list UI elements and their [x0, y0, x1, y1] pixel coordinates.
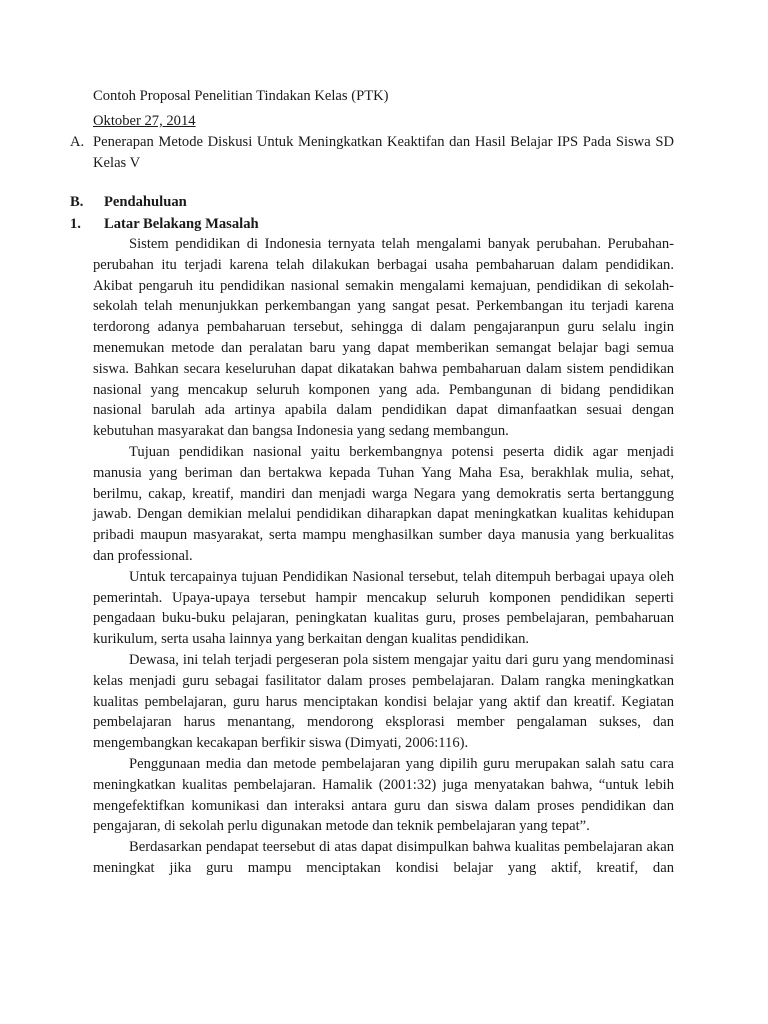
- paragraph: Dewasa, ini telah terjadi pergeseran pola sistem mengajar yaitu dari guru yang mendominasi kelas menjadi guru sebagai fasilitator dalam proses pembelajaran. Dalam rangka meningkatkan kualitas pembelajaran, guru harus menciptakan kondisi belajar yang aktif dan kreatif. Kegiatan pembelajaran harus menantang, mendorong eksplorasi member pengalaman sukses, dan mengembangkan kecakapan berfikir siswa (Dimyati, 2006:116).: [93, 651, 674, 752]
- paragraph: Berdasarkan pendapat teersebut di atas dapat disimpulkan bahwa kualitas pembelajaran akan meningkat jika guru mampu menciptakan kondisi belajar yang aktif, kreatif, dan: [93, 839, 674, 876]
- subsection-1-number: 1.: [70, 216, 81, 232]
- section-b-heading: Pendahuluan: [104, 194, 187, 210]
- paragraph: Untuk tercapainya tujuan Pendidikan Nasional tersebut, telah ditempuh berbagai upaya oleh pemerintah. Upaya-upaya tersebut hampir mencakup seluruh komponen pendidikan seperti pengadaan buku-buku pelajaran, peningkatan kualitas guru, proses pembelajaran, pembaharuan kurikulum, serta usaha lainnya yang berkaitan dengan kualitas pendidikan.: [93, 568, 674, 648]
- paragraph: Tujuan pendidikan nasional yaitu berkembangnya potensi peserta didik agar menjadi manusia yang beriman dan bertakwa kepada Tuhan Yang Maha Esa, berakhlak mulia, sehat, berilmu, cakap, kreatif, mandiri dan menjadi warga Negara yang demokratis serta bertanggung jawab. Dengan demikian melalui pendidikan diharapkan dapat meningkatkan kualitas kehidupan pribadi maupun masyarakat, serta mampu menghasilkan sumber daya manusia yang berkualitas dan professional.: [93, 443, 674, 564]
- section-b-number: B.: [70, 194, 84, 210]
- section-a-number: A.: [70, 134, 85, 150]
- document-date: Oktober 27, 2014: [93, 113, 196, 129]
- paragraph: Sistem pendidikan di Indonesia ternyata telah mengalami banyak perubahan. Perubahan-perubahan itu terjadi karena telah dilakukan berbagai usaha pembaharuan dalam pendidikan. Akibat pengaruh itu pendidikan nasional semakin mengalami kemajuan, pendidikan di sekolah-sekolah telah menunjukkan perkembangan yang sangat pesat. Perkembangan itu terjadi karena terdorong adanya pembaharuan tersebut, sehingga di dalam pengajaranpun guru selalu ingin menemukan metode dan peralatan baru yang dapat memberikan semangat belajar bagi semua siswa. Bahkan secara keseluruhan dapat dikatakan bahwa pembaharuan dalam sistem pendidikan nasional yang mencakup seluruh komponen yang ada. Pembangunan di bidang pendidikan nasional barulah ada artinya apabila dalam pendidikan dapat dimanfaatkan sesuai dengan kebutuhan masyarakat dan bangsa Indonesia yang sedang membangun.: [93, 236, 674, 440]
- subsection-1-heading: Latar Belakang Masalah: [104, 216, 259, 232]
- section-a-text: Penerapan Metode Diskusi Untuk Meningkatkan Keaktifan dan Hasil Belajar IPS Pada Siswa SD Kelas V: [93, 134, 674, 171]
- body-text: [93, 234, 674, 879]
- document-title: Contoh Proposal Penelitian Tindakan Kelas (PTK): [93, 88, 389, 104]
- paragraph: Penggunaan media dan metode pembelajaran yang dipilih guru merupakan salah satu cara meningkatkan kualitas pembelajaran. Hamalik (2001:32) juga menyatakan bahwa, “untuk lebih mengefektifkan komunikasi dan interaksi antara guru dan siswa dalam proses pendidikan dan pengajaran, di sekolah perlu digunakan metode dan teknik pembelajaran yang tepat”.: [93, 755, 674, 835]
